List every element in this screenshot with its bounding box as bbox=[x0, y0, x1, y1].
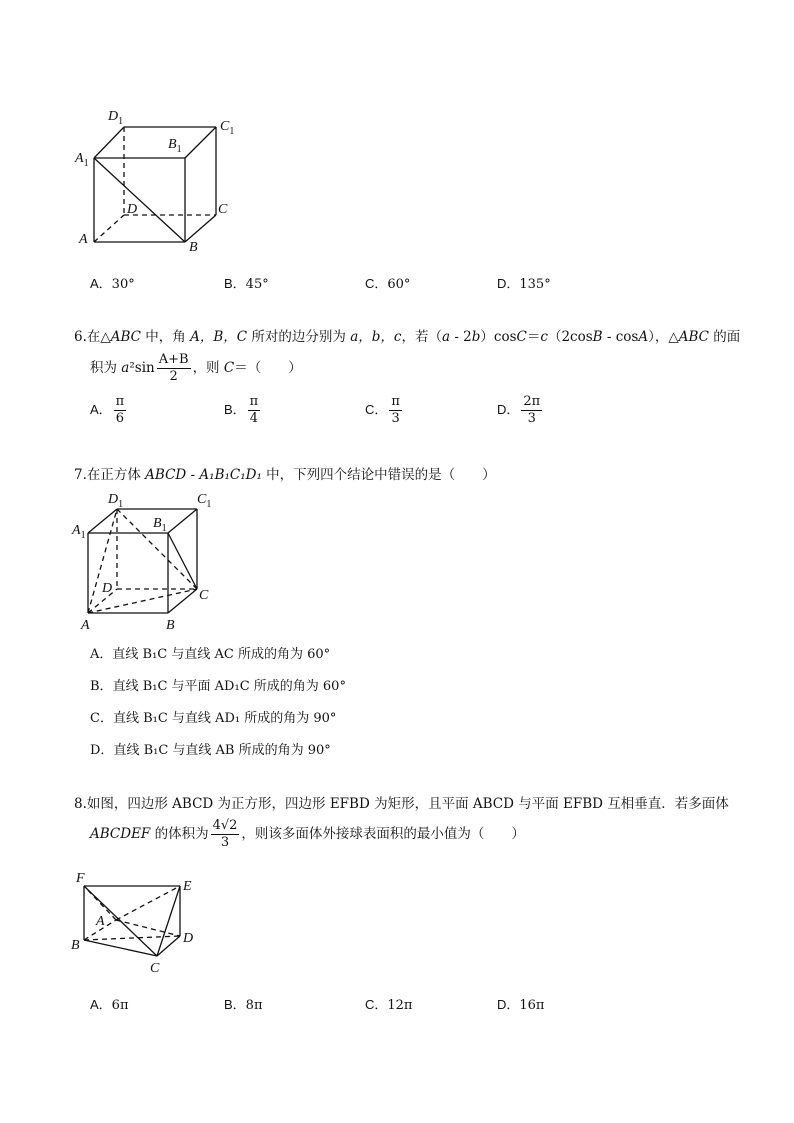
q6-fraction: $\frac{A+B}{2}$ bbox=[158, 352, 189, 384]
q8-stem-line2: ABCDEF 的体积为 $\frac{4√2}{3}$ ，则该多面体外接球表面积的最小值为（ ） bbox=[90, 818, 525, 850]
label-B1: $B_1$ bbox=[168, 137, 182, 155]
hidden-edge bbox=[94, 215, 124, 242]
q7-option-d[interactable]: D．直线 B₁C 与直线 AB 所成的角为 90° bbox=[90, 743, 331, 758]
q7-option-b[interactable]: B．直线 B₁C 与平面 AD₁C 所成的角为 60° bbox=[90, 679, 346, 694]
q8-option-c[interactable]: C．12π bbox=[365, 997, 413, 1013]
label-C1: $C_1$ bbox=[197, 492, 212, 510]
label-C1: $C_1$ bbox=[220, 119, 235, 137]
q8-fraction: $\frac{4√2}{3}$ bbox=[212, 818, 238, 850]
label-C: C bbox=[150, 961, 160, 976]
q6-stem-line1: 6.在△ABC 中，角 A，B，C 所对的边分别为 a，b，c，若（a - 2b）cosC＝c（2cosB - cosA），△ABC 的面 bbox=[74, 329, 741, 345]
q7-cube-figure bbox=[70, 485, 250, 635]
label-D: D bbox=[127, 202, 138, 217]
q7-option-c[interactable]: C．直线 B₁C 与直线 AD₁ 所成的角为 90° bbox=[90, 711, 337, 726]
label-A: A bbox=[79, 232, 88, 247]
label-B: B bbox=[189, 240, 198, 255]
label-D1: $D_1$ bbox=[108, 109, 124, 127]
q6-stem-line2: 积为 a²sin $\frac{A+B}{2}$ ，则 C＝（ ） bbox=[90, 352, 302, 384]
label-D: D bbox=[183, 931, 194, 946]
edge bbox=[168, 589, 197, 613]
label-B1: $B_1$ bbox=[153, 516, 167, 534]
q6-option-b[interactable]: B． $\frac{\pi}{4}$ bbox=[224, 394, 259, 426]
q5-option-d[interactable]: D．135° bbox=[497, 276, 551, 292]
label-F: F bbox=[76, 871, 85, 886]
q8-polyhedron-figure bbox=[68, 868, 218, 978]
segment-AD1 bbox=[88, 509, 117, 613]
edge-BC bbox=[84, 940, 157, 956]
label-B: B bbox=[166, 618, 175, 633]
edge bbox=[185, 215, 216, 242]
q8-stem-line1: 8.如图，四边形 ABCD 为正方形，四边形 EFBD 为矩形，且平面 ABCD 与平面 EFBD 互相垂直．若多面体 bbox=[74, 796, 729, 812]
q7-stem: 7.在正方体 ABCD - A₁B₁C₁D₁ 中，下列四个结论中错误的是（ ） bbox=[74, 467, 496, 483]
label-C: C bbox=[199, 588, 209, 603]
q5-option-c[interactable]: C．60° bbox=[365, 276, 411, 292]
label-A1: $A_1$ bbox=[72, 523, 86, 541]
label-C: C bbox=[218, 202, 228, 217]
edge bbox=[94, 127, 124, 158]
label-D: D bbox=[102, 581, 113, 596]
q5-option-a[interactable]: A．30° bbox=[90, 276, 135, 292]
q6-option-c[interactable]: C． $\frac{\pi}{3}$ bbox=[365, 394, 400, 426]
q8-option-a[interactable]: A．6π bbox=[90, 997, 129, 1013]
label-A1: $A_1$ bbox=[75, 151, 89, 169]
hidden-AD bbox=[116, 920, 180, 936]
segment-B1C bbox=[168, 533, 197, 589]
q5-cube-figure bbox=[70, 100, 250, 260]
q8-option-d[interactable]: D．16π bbox=[497, 997, 545, 1013]
q5-option-b[interactable]: B．45° bbox=[224, 276, 269, 292]
q6-option-d[interactable]: D． $\frac{2\pi}{3}$ bbox=[497, 394, 541, 426]
label-A: A bbox=[81, 618, 90, 633]
label-D1: $D_1$ bbox=[108, 492, 124, 510]
q8-option-b[interactable]: B．8π bbox=[224, 997, 263, 1013]
label-E: E bbox=[183, 879, 192, 894]
q7-option-a[interactable]: A．直线 B₁C 与直线 AC 所成的角为 60° bbox=[90, 647, 331, 662]
edge bbox=[88, 509, 117, 533]
q6-option-a[interactable]: A． $\frac{\pi}{6}$ bbox=[90, 394, 125, 426]
hidden-BD bbox=[84, 936, 180, 940]
label-A: A bbox=[96, 914, 105, 929]
edge bbox=[168, 509, 197, 533]
label-B: B bbox=[71, 938, 80, 953]
edge bbox=[185, 127, 216, 158]
